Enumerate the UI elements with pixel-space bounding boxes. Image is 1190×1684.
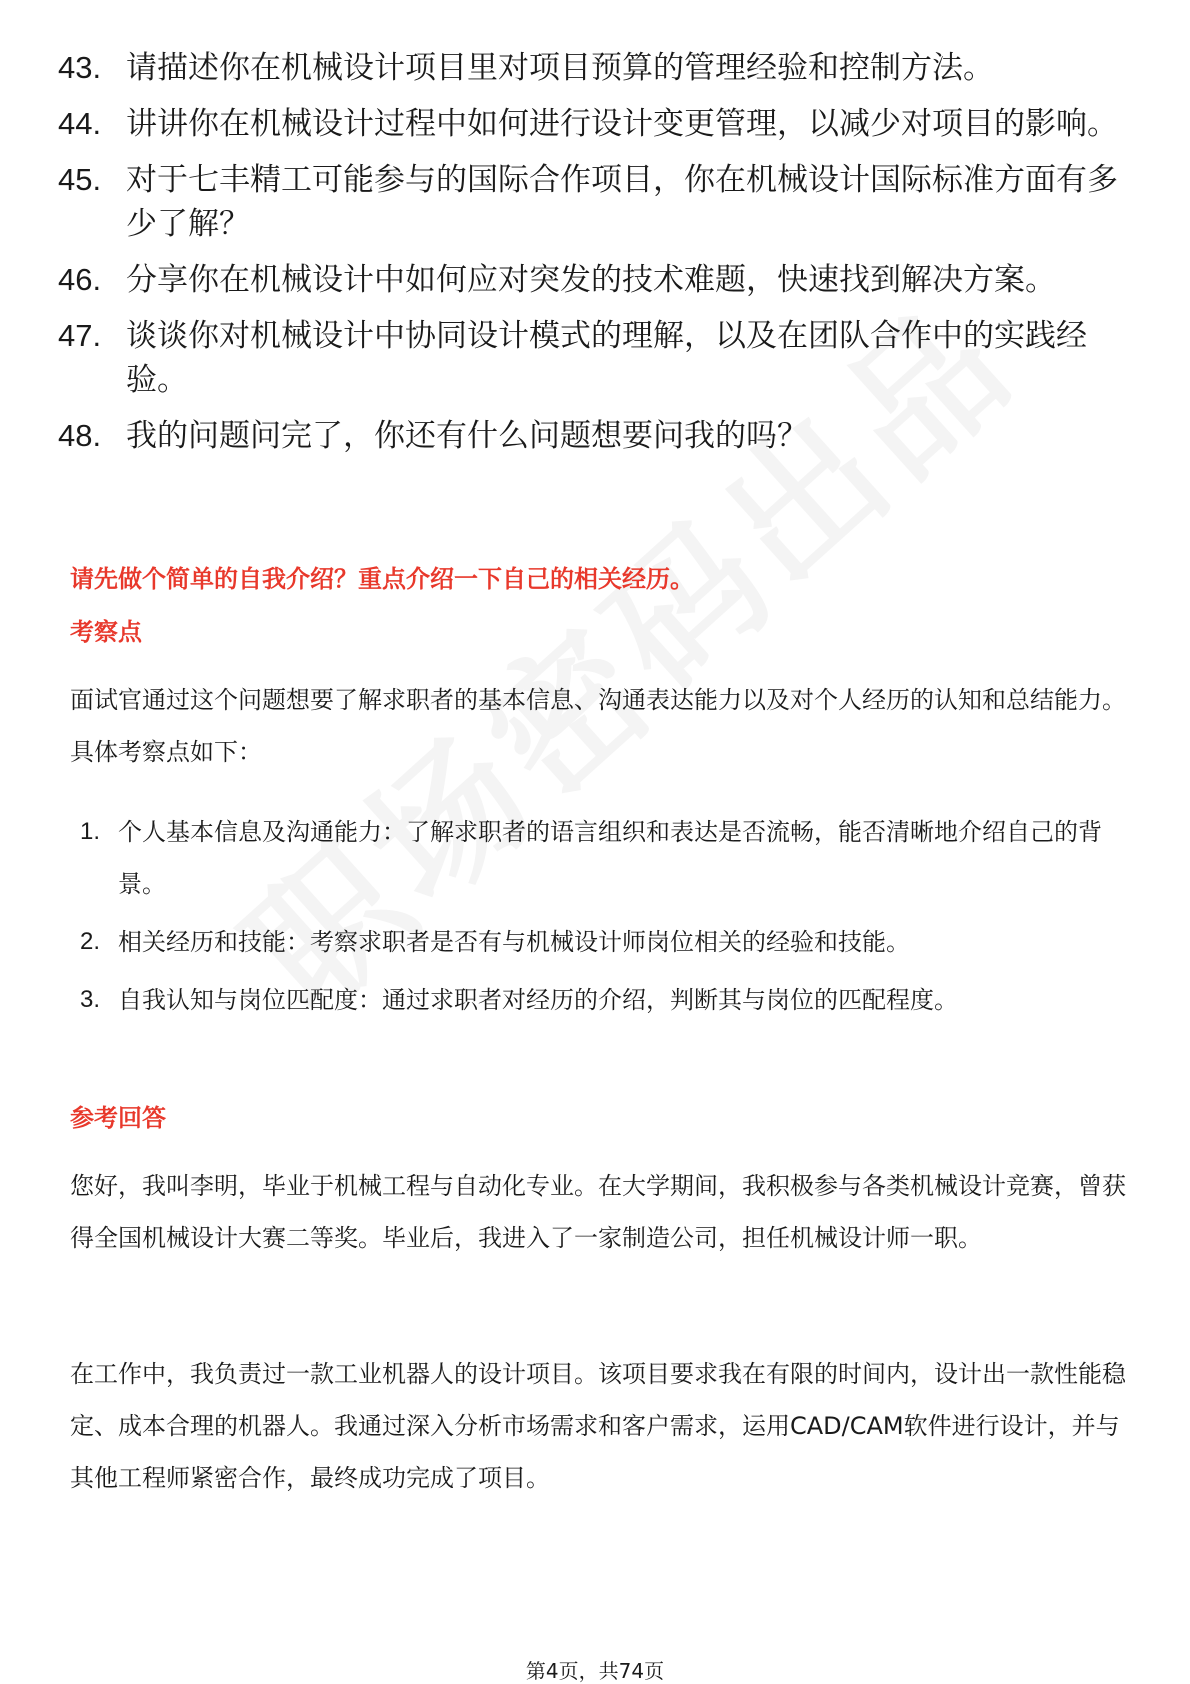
question-text: 请描述你在机械设计项目里对项目预算的管理经验和控制方法。 [126, 50, 994, 86]
focus-item [80, 916, 1130, 968]
focus-item [80, 974, 1130, 1026]
question-number: 44. [58, 106, 102, 141]
focus-list [80, 806, 1130, 1032]
question-item [58, 46, 1138, 90]
question-number: 47. [58, 318, 102, 353]
question-text: 分享你在机械设计中如何应对突发的技术难题，快速找到解决方案。 [126, 262, 1056, 298]
question-text: 我的问题问完了，你还有什么问题想要问我的吗？ [126, 418, 808, 454]
question-text: 谈谈你对机械设计中协同设计模式的理解，以及在团队合作中的实践经验。 [126, 318, 1087, 398]
focus-heading: 考察点 [70, 618, 142, 646]
question-item [58, 314, 1138, 402]
focus-item-text: 个人基本信息及沟通能力：了解求职者的语言组织和表达是否流畅，能否清晰地介绍自己的背景。 [118, 818, 1102, 898]
focus-item-number: 1. [80, 818, 101, 845]
question-number: 48. [58, 418, 102, 453]
focus-item-text: 自我认知与岗位匹配度：通过求职者对经历的介绍，判断其与岗位的匹配程度。 [118, 986, 958, 1014]
focus-item [80, 806, 1130, 910]
focus-item-text: 相关经历和技能：考察求职者是否有与机械设计师岗位相关的经验和技能。 [118, 928, 910, 956]
question-text: 对于七丰精工可能参与的国际合作项目，你在机械设计国际标准方面有多少了解？ [126, 162, 1118, 242]
page-footer: 第4页，共74页 [525, 1659, 665, 1683]
question-text: 讲讲你在机械设计过程中如何进行设计变更管理，以减少对项目的影响。 [126, 106, 1118, 142]
focus-item-number: 3. [80, 986, 101, 1013]
question-item [58, 102, 1138, 146]
answer-paragraph: 您好，我叫李明，毕业于机械工程与自动化专业。在大学期间，我积极参与各类机械设计竞赛，曾获得全国机械设计大赛二等奖。毕业后，我进入了一家制造公司，担任机械设计师一职。 [70, 1172, 1126, 1252]
question-item [58, 414, 1138, 458]
question-item [58, 158, 1138, 246]
focus-item-number: 2. [80, 928, 101, 955]
question-number: 45. [58, 162, 102, 197]
answer-paragraph: 在工作中，我负责过一款工业机器人的设计项目。该项目要求我在有限的时间内，设计出一款性能稳定、成本合理的机器人。我通过深入分析市场需求和客户需求，运用CAD/CAM软件进行设计，并与其他工程师紧密合作，最终成功完成了项目。 [70, 1360, 1126, 1492]
focus-intro: 面试官通过这个问题想要了解求职者的基本信息、沟通表达能力以及对个人经历的认知和总结能力。具体考察点如下： [70, 686, 1126, 766]
question-item [58, 258, 1138, 302]
question-number: 46. [58, 262, 102, 297]
main-question-heading: 请先做个简单的自我介绍？重点介绍一下自己的相关经历。 [70, 565, 694, 593]
answer-heading: 参考回答 [70, 1104, 166, 1132]
question-list [58, 46, 1138, 470]
question-number: 43. [58, 50, 102, 85]
